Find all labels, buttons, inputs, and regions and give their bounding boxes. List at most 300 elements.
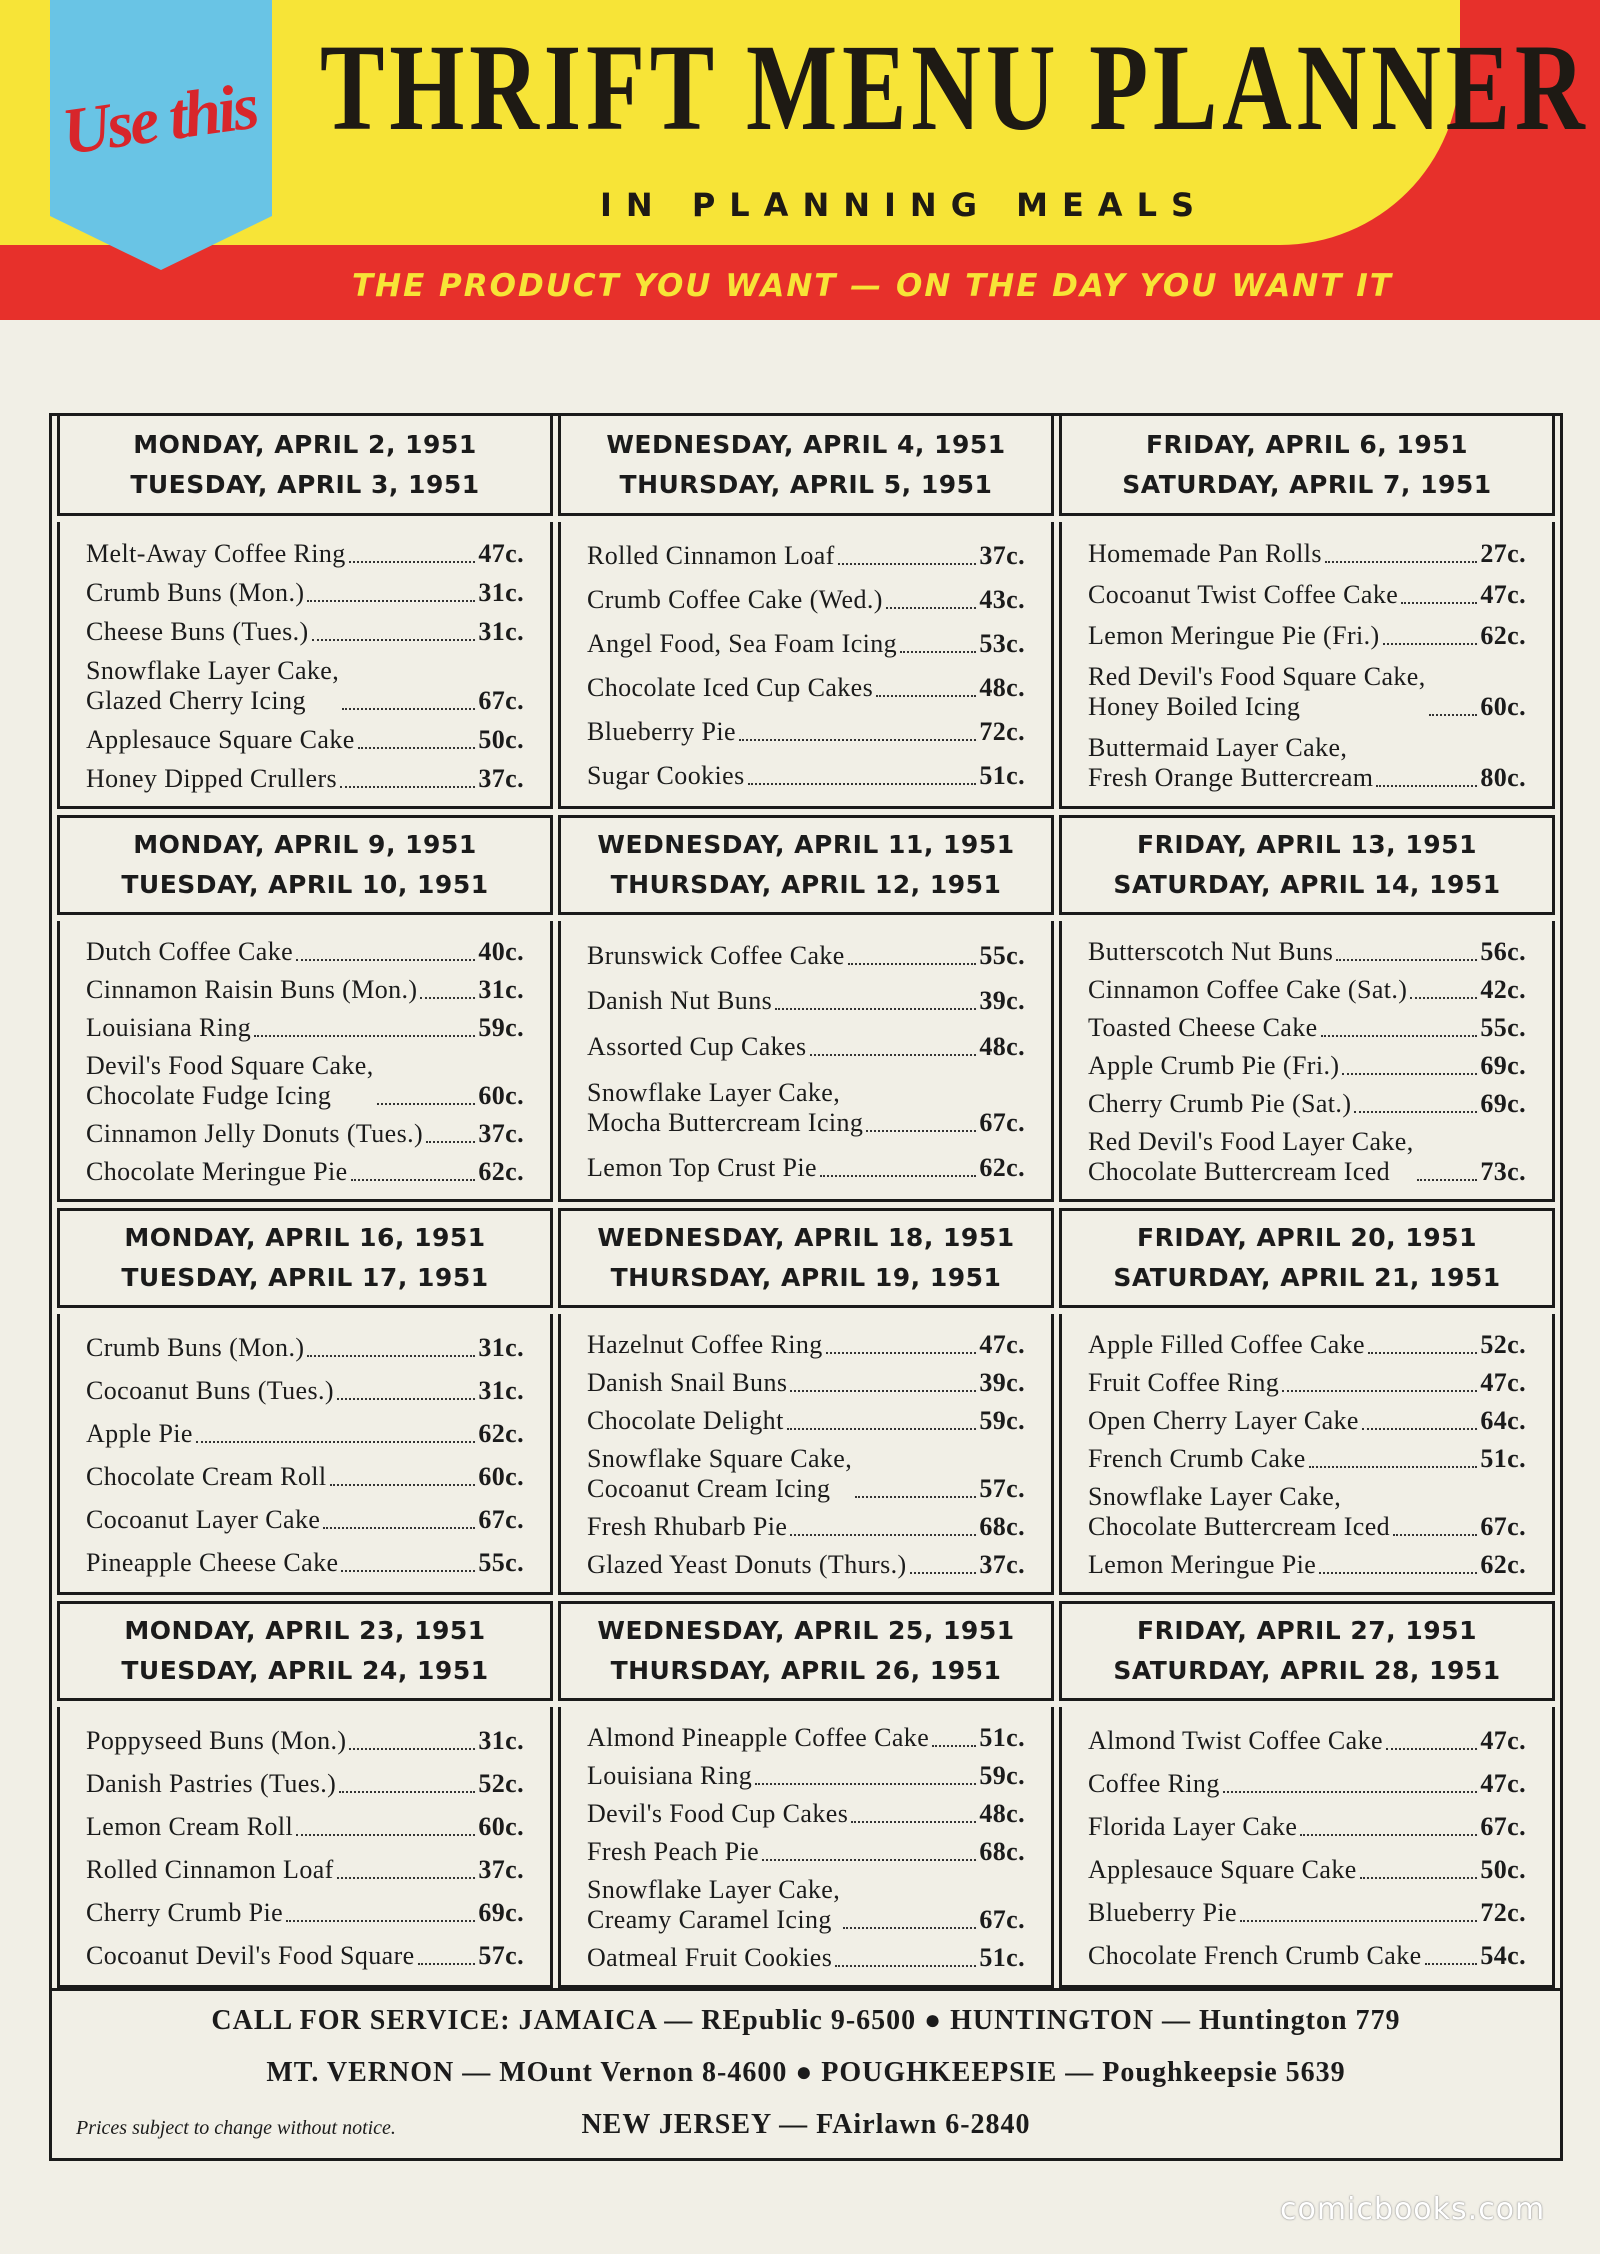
panel-items <box>57 1707 553 1988</box>
panel-date: FRIDAY, APRIL 20, 1951 <box>1137 1223 1477 1252</box>
leader-dots <box>337 1398 475 1400</box>
menu-item <box>587 986 1025 1016</box>
leader-dots <box>339 1791 475 1793</box>
item-name: Danish Pastries (Tues.) <box>86 1768 337 1798</box>
item-price: 69c. <box>478 1897 524 1927</box>
leader-dots <box>351 1179 476 1181</box>
item-price: 67c. <box>478 685 524 715</box>
menu-item <box>86 764 524 794</box>
item-price: 50c. <box>478 724 524 754</box>
item-price: 55c. <box>979 940 1025 970</box>
menu-item <box>86 1462 524 1492</box>
item-name: Cocoanut Twist Coffee Cake <box>1088 580 1399 610</box>
item-price: 67c. <box>478 1504 524 1534</box>
leader-dots <box>932 1745 976 1747</box>
menu-item <box>1088 1444 1526 1474</box>
item-price: 51c. <box>979 761 1025 790</box>
item-name: Apple Crumb Pie (Fri.) <box>1088 1051 1340 1080</box>
menu-item <box>1088 1406 1526 1436</box>
item-price: 73c. <box>1480 1157 1526 1186</box>
item-name: Almond Twist Coffee Cake <box>1088 1725 1383 1755</box>
item-price: 47c. <box>1480 1368 1526 1397</box>
panel-dates <box>57 416 553 516</box>
panel-date: MONDAY, APRIL 2, 1951 <box>133 429 477 459</box>
leader-dots <box>341 1570 475 1572</box>
menu-item <box>587 761 1025 791</box>
item-price: 69c. <box>1480 1089 1526 1118</box>
item-price: 48c. <box>979 673 1025 702</box>
menu-item <box>86 1505 524 1535</box>
menu-item <box>1088 1330 1526 1360</box>
menu-item <box>86 539 524 569</box>
item-name: Sugar Cookies <box>587 761 745 790</box>
leader-dots <box>1383 643 1478 645</box>
item-price: 39c. <box>979 986 1025 1016</box>
item-price: 31c. <box>478 1332 524 1362</box>
menu-item <box>587 1837 1025 1867</box>
leader-dots <box>296 959 475 961</box>
page-title: THRIFT MENU PLANNER <box>320 19 1590 156</box>
panel-items <box>1059 1314 1555 1595</box>
menu-item <box>587 1330 1025 1360</box>
use-this-label: Use this <box>57 69 261 169</box>
panel-date: THURSDAY, APRIL 5, 1951 <box>619 469 993 499</box>
menu-item <box>587 1406 1025 1436</box>
menu-item <box>86 1769 524 1799</box>
menu-item <box>86 1051 524 1111</box>
item-price: 72c. <box>1480 1897 1526 1927</box>
menu-item <box>86 1157 524 1187</box>
item-price: 55c. <box>1480 1013 1526 1042</box>
leader-dots <box>790 1534 976 1536</box>
menu-item <box>1088 621 1526 651</box>
item-price: 37c. <box>979 541 1025 570</box>
item-price: 62c. <box>1480 620 1526 650</box>
menu-item <box>587 1875 1025 1935</box>
service-line-1: CALL FOR SERVICE: JAMAICA — REpublic 9-6500 ● HUNTINGTON — Huntington 779 <box>211 2005 1401 2036</box>
menu-item <box>587 585 1025 615</box>
item-name: Cheese Buns (Tues.) <box>86 616 309 646</box>
item-name: Brunswick Coffee Cake <box>587 940 845 970</box>
panel-date: SATURDAY, APRIL 28, 1951 <box>1113 1656 1501 1685</box>
leader-dots <box>1410 997 1477 999</box>
leader-dots <box>323 1527 475 1529</box>
menu-item <box>86 1013 524 1043</box>
menu-item <box>1088 1482 1526 1542</box>
menu-item <box>587 1078 1025 1138</box>
item-price: 31c. <box>478 975 524 1004</box>
item-price: 55c. <box>478 1547 524 1577</box>
menu-item <box>587 1761 1025 1791</box>
item-price: 31c. <box>478 577 524 607</box>
item-price: 47c. <box>478 538 524 568</box>
item-price: 54c. <box>1480 1940 1526 1970</box>
panel-date: TUESDAY, APRIL 10, 1951 <box>121 870 489 899</box>
menu-item <box>1088 1726 1526 1756</box>
menu-panel <box>556 1595 1056 1988</box>
panel-items <box>1059 1707 1555 1988</box>
leader-dots <box>349 1748 475 1750</box>
leader-dots <box>330 1484 476 1486</box>
leader-dots <box>739 739 976 741</box>
panel-items <box>57 921 553 1202</box>
menu-grid <box>49 413 1563 1991</box>
leader-dots <box>340 786 475 788</box>
item-name: Lemon Meringue Pie (Fri.) <box>1088 620 1380 650</box>
item-name: Apple Pie <box>86 1418 193 1448</box>
leader-dots <box>1360 1877 1478 1879</box>
leader-dots <box>838 563 977 565</box>
menu-item <box>86 1812 524 1842</box>
panel-date: WEDNESDAY, APRIL 18, 1951 <box>597 1223 1015 1252</box>
item-name: Red Devil's Food Square Cake, Honey Boiled Icing <box>1088 661 1426 721</box>
item-name: Lemon Meringue Pie <box>1088 1550 1317 1579</box>
item-price: 47c. <box>1480 1725 1526 1755</box>
menu-item <box>587 1723 1025 1753</box>
leader-dots <box>1362 1428 1478 1430</box>
panel-items <box>57 1314 553 1595</box>
item-name: Fruit Coffee Ring <box>1088 1368 1280 1397</box>
item-price: 43c. <box>979 585 1025 614</box>
item-price: 47c. <box>1480 1768 1526 1798</box>
menu-item <box>587 1943 1025 1973</box>
menu-item <box>587 1032 1025 1062</box>
panel-dates <box>1059 1601 1555 1701</box>
menu-item <box>587 1799 1025 1829</box>
menu-panel <box>556 809 1056 1202</box>
item-price: 52c. <box>478 1768 524 1798</box>
item-name: Applesauce Square Cake <box>1088 1854 1357 1884</box>
menu-item <box>1088 1812 1526 1842</box>
menu-item <box>587 1368 1025 1398</box>
item-name: Snowflake Layer Cake, Glazed Cherry Icing <box>86 655 340 715</box>
leader-dots <box>1401 602 1477 604</box>
item-price: 72c. <box>979 717 1025 746</box>
item-price: 60c. <box>478 1811 524 1841</box>
item-price: 68c. <box>979 1512 1025 1541</box>
leader-dots <box>762 1859 976 1861</box>
leader-dots <box>342 708 475 710</box>
menu-item <box>1088 733 1526 793</box>
panel-items <box>558 1314 1054 1595</box>
item-name: Pineapple Cheese Cake <box>86 1547 339 1577</box>
item-name: Apple Filled Coffee Cake <box>1088 1330 1366 1359</box>
price-note: Prices subject to change without notice. <box>76 2117 396 2139</box>
panel-date: TUESDAY, APRIL 3, 1951 <box>130 469 480 499</box>
item-price: 50c. <box>1480 1854 1526 1884</box>
leader-dots <box>420 997 475 999</box>
item-name: Melt-Away Coffee Ring <box>86 538 346 568</box>
item-name: Open Cherry Layer Cake <box>1088 1406 1359 1435</box>
panel-dates <box>57 1208 553 1308</box>
item-price: 37c. <box>478 1119 524 1148</box>
leader-dots <box>1223 1791 1478 1793</box>
panel-date: MONDAY, APRIL 23, 1951 <box>124 1616 486 1645</box>
item-price: 51c. <box>979 1943 1025 1972</box>
menu-item <box>1088 1013 1526 1043</box>
item-name: Applesauce Square Cake <box>86 724 355 754</box>
item-name: Devil's Food Square Cake, Chocolate Fudge Icing <box>86 1051 374 1110</box>
menu-item <box>587 1153 1025 1183</box>
item-name: Blueberry Pie <box>1088 1897 1237 1927</box>
item-price: 62c. <box>1480 1550 1526 1579</box>
item-price: 51c. <box>979 1723 1025 1752</box>
leader-dots <box>1319 1572 1477 1574</box>
menu-column <box>1057 416 1557 1988</box>
menu-item <box>1088 1550 1526 1580</box>
leader-dots <box>307 600 475 602</box>
item-name: Dutch Coffee Cake <box>86 937 294 966</box>
service-footer <box>49 1991 1563 2161</box>
leader-dots <box>426 1141 475 1143</box>
item-name: Snowflake Square Cake, Cocoanut Cream Icing <box>587 1444 853 1503</box>
menu-item <box>1088 1855 1526 1885</box>
menu-item <box>1088 937 1526 967</box>
leader-dots <box>790 1390 976 1392</box>
item-price: 67c. <box>1480 1811 1526 1841</box>
leader-dots <box>1376 785 1477 787</box>
leader-dots <box>810 1054 977 1056</box>
menu-panel <box>556 1202 1056 1595</box>
panel-items <box>558 1707 1054 1988</box>
menu-item <box>587 1550 1025 1580</box>
item-price: 56c. <box>1480 937 1526 966</box>
leader-dots <box>1368 1352 1477 1354</box>
panel-date: WEDNESDAY, APRIL 25, 1951 <box>597 1616 1015 1645</box>
panel-date: TUESDAY, APRIL 17, 1951 <box>121 1263 489 1292</box>
item-price: 57c. <box>478 1940 524 1970</box>
leader-dots <box>835 1965 976 1967</box>
leader-dots <box>254 1035 475 1037</box>
menu-panel <box>556 416 1056 809</box>
item-name: Fresh Peach Pie <box>587 1837 760 1866</box>
page-subtitle: IN PLANNING MEALS <box>600 186 1208 224</box>
item-name: Red Devil's Food Layer Cake, Chocolate Buttercream Iced <box>1088 1127 1414 1186</box>
panel-date: FRIDAY, APRIL 13, 1951 <box>1137 830 1477 859</box>
item-name: Devil's Food Cup Cakes <box>587 1799 849 1828</box>
item-name: Glazed Yeast Donuts (Thurs.) <box>587 1550 907 1579</box>
panel-dates <box>558 416 1054 516</box>
item-price: 51c. <box>1480 1444 1526 1473</box>
menu-item <box>1088 662 1526 722</box>
header-banner <box>0 0 1600 320</box>
watermark: comicbooks.com <box>1280 2192 1546 2227</box>
item-name: Chocolate Delight <box>587 1406 784 1435</box>
item-name: Rolled Cinnamon Loaf <box>587 541 835 570</box>
panel-date: MONDAY, APRIL 16, 1951 <box>124 1223 486 1252</box>
menu-item <box>587 717 1025 747</box>
item-name: Crumb Buns (Mon.) <box>86 1332 305 1362</box>
menu-panel <box>1057 809 1557 1202</box>
menu-panel <box>55 416 555 809</box>
item-name: Lemon Cream Roll <box>86 1811 294 1841</box>
menu-item <box>86 1419 524 1449</box>
menu-item <box>86 975 524 1005</box>
panel-dates <box>57 1601 553 1701</box>
menu-item <box>86 937 524 967</box>
service-line-2: MT. VERNON — MOunt Vernon 8-4600 ● POUGHKEEPSIE — Poughkeepsie 5639 <box>266 2057 1346 2088</box>
panel-dates <box>1059 1208 1555 1308</box>
item-name: Cinnamon Coffee Cake (Sat.) <box>1088 975 1408 1004</box>
menu-item <box>86 1548 524 1578</box>
leader-dots <box>1336 959 1477 961</box>
leader-dots <box>787 1428 977 1430</box>
item-name: Louisiana Ring <box>587 1761 753 1790</box>
item-name: Cocoanut Layer Cake <box>86 1504 321 1534</box>
item-name: Assorted Cup Cakes <box>587 1031 807 1061</box>
panel-date: SATURDAY, APRIL 7, 1951 <box>1122 469 1492 499</box>
leader-dots <box>1417 1179 1478 1181</box>
item-price: 67c. <box>979 1107 1025 1137</box>
item-price: 64c. <box>1480 1406 1526 1435</box>
item-name: Lemon Top Crust Pie <box>587 1153 817 1183</box>
leader-dots <box>418 1963 476 1965</box>
item-price: 60c. <box>478 1461 524 1491</box>
item-price: 60c. <box>1480 691 1526 721</box>
item-price: 31c. <box>478 1375 524 1405</box>
panel-items <box>1059 921 1555 1202</box>
leader-dots <box>1425 1963 1478 1965</box>
menu-panel <box>55 1595 555 1988</box>
panel-date: WEDNESDAY, APRIL 4, 1951 <box>606 429 1006 459</box>
item-price: 59c. <box>979 1761 1025 1790</box>
item-price: 31c. <box>478 1725 524 1755</box>
item-price: 39c. <box>979 1368 1025 1397</box>
item-price: 69c. <box>1480 1051 1526 1080</box>
leader-dots <box>1321 1035 1478 1037</box>
item-name: Louisiana Ring <box>86 1013 252 1042</box>
item-price: 67c. <box>1480 1512 1526 1541</box>
item-name: Chocolate Meringue Pie <box>86 1157 348 1186</box>
panel-date: WEDNESDAY, APRIL 11, 1951 <box>597 830 1015 859</box>
item-price: 59c. <box>979 1406 1025 1435</box>
leader-dots <box>851 1821 976 1823</box>
menu-item <box>1088 1769 1526 1799</box>
item-name: Snowflake Layer Cake, Mocha Buttercream Icing <box>587 1077 864 1137</box>
menu-item <box>587 629 1025 659</box>
leader-dots <box>1386 1748 1477 1750</box>
item-name: Cocoanut Buns (Tues.) <box>86 1375 334 1405</box>
leader-dots <box>1282 1390 1477 1392</box>
slogan: THE PRODUCT YOU WANT — ON THE DAY YOU WANT IT <box>352 268 1393 304</box>
panel-dates <box>558 815 1054 915</box>
panel-date: TUESDAY, APRIL 24, 1951 <box>121 1656 489 1685</box>
leader-dots <box>820 1175 976 1177</box>
leader-dots <box>843 1927 976 1929</box>
item-name: Cherry Crumb Pie <box>86 1897 284 1927</box>
leader-dots <box>296 1834 475 1836</box>
item-name: Hazelnut Coffee Ring <box>587 1330 823 1359</box>
panel-items <box>1059 522 1555 809</box>
menu-item <box>86 1726 524 1756</box>
menu-item <box>86 656 524 716</box>
item-price: 62c. <box>979 1153 1025 1183</box>
leader-dots <box>855 1496 976 1498</box>
menu-item <box>86 1333 524 1363</box>
item-name: Crumb Coffee Cake (Wed.) <box>587 585 883 614</box>
panel-date: MONDAY, APRIL 9, 1951 <box>133 830 477 859</box>
item-price: 47c. <box>1480 580 1526 610</box>
menu-item <box>86 578 524 608</box>
menu-item <box>1088 580 1526 610</box>
leader-dots <box>307 1355 475 1357</box>
item-price: 37c. <box>979 1550 1025 1579</box>
item-name: Snowflake Layer Cake, Creamy Caramel Icing <box>587 1875 841 1934</box>
leader-dots <box>866 1130 976 1132</box>
item-name: Blueberry Pie <box>587 717 736 746</box>
leader-dots <box>349 561 476 563</box>
item-price: 31c. <box>478 616 524 646</box>
menu-panel <box>55 1202 555 1595</box>
menu-item <box>587 541 1025 571</box>
leader-dots <box>337 1877 476 1879</box>
panel-date: FRIDAY, APRIL 27, 1951 <box>1137 1616 1477 1645</box>
item-name: Crumb Buns (Mon.) <box>86 577 305 607</box>
panel-date: THURSDAY, APRIL 12, 1951 <box>610 870 1002 899</box>
leader-dots <box>876 695 976 697</box>
menu-column <box>556 416 1056 1988</box>
item-price: 48c. <box>979 1031 1025 1061</box>
menu-item <box>587 1444 1025 1504</box>
item-price: 42c. <box>1480 975 1526 1004</box>
menu-item <box>86 1941 524 1971</box>
panel-date: FRIDAY, APRIL 6, 1951 <box>1145 429 1469 459</box>
item-name: Chocolate French Crumb Cake <box>1088 1940 1422 1970</box>
item-name: Danish Snail Buns <box>587 1368 788 1397</box>
leader-dots <box>775 1008 976 1010</box>
menu-item <box>1088 1089 1526 1119</box>
item-price: 62c. <box>478 1157 524 1186</box>
leader-dots <box>1325 561 1477 563</box>
menu-item <box>1088 1941 1526 1971</box>
leader-dots <box>1354 1111 1477 1113</box>
item-price: 67c. <box>979 1905 1025 1934</box>
item-price: 62c. <box>478 1418 524 1448</box>
menu-item <box>1088 1898 1526 1928</box>
item-price: 59c. <box>478 1013 524 1042</box>
panel-items <box>558 522 1054 809</box>
item-name: Buttermaid Layer Cake, Fresh Orange Buttercream <box>1088 732 1374 792</box>
menu-item <box>86 1898 524 1928</box>
leader-dots <box>1342 1073 1477 1075</box>
leader-dots <box>910 1572 977 1574</box>
leader-dots <box>900 651 976 653</box>
panel-date: THURSDAY, APRIL 26, 1951 <box>610 1656 1002 1685</box>
menu-item <box>1088 1127 1526 1187</box>
menu-item <box>587 673 1025 703</box>
item-name: Toasted Cheese Cake <box>1088 1013 1318 1042</box>
leader-dots <box>1309 1466 1478 1468</box>
item-name: Honey Dipped Crullers <box>86 763 338 793</box>
item-price: 80c. <box>1480 762 1526 792</box>
panel-date: SATURDAY, APRIL 14, 1951 <box>1113 870 1501 899</box>
item-price: 57c. <box>979 1474 1025 1503</box>
item-name: Snowflake Layer Cake, Chocolate Buttercream Iced <box>1088 1482 1391 1541</box>
leader-dots <box>755 1783 976 1785</box>
service-line-3: NEW JERSEY — FAirlawn 6-2840 <box>581 2109 1031 2140</box>
item-name: Danish Nut Buns <box>587 986 773 1016</box>
item-price: 40c. <box>478 937 524 966</box>
item-name: Homemade Pan Rolls <box>1088 539 1322 569</box>
item-name: Angel Food, Sea Foam Icing <box>587 629 898 658</box>
item-name: Rolled Cinnamon Loaf <box>86 1854 334 1884</box>
leader-dots <box>1393 1534 1477 1536</box>
panel-date: THURSDAY, APRIL 19, 1951 <box>610 1263 1002 1292</box>
menu-item <box>1088 975 1526 1005</box>
leader-dots <box>312 639 476 641</box>
item-price: 37c. <box>478 763 524 793</box>
menu-item <box>1088 1051 1526 1081</box>
